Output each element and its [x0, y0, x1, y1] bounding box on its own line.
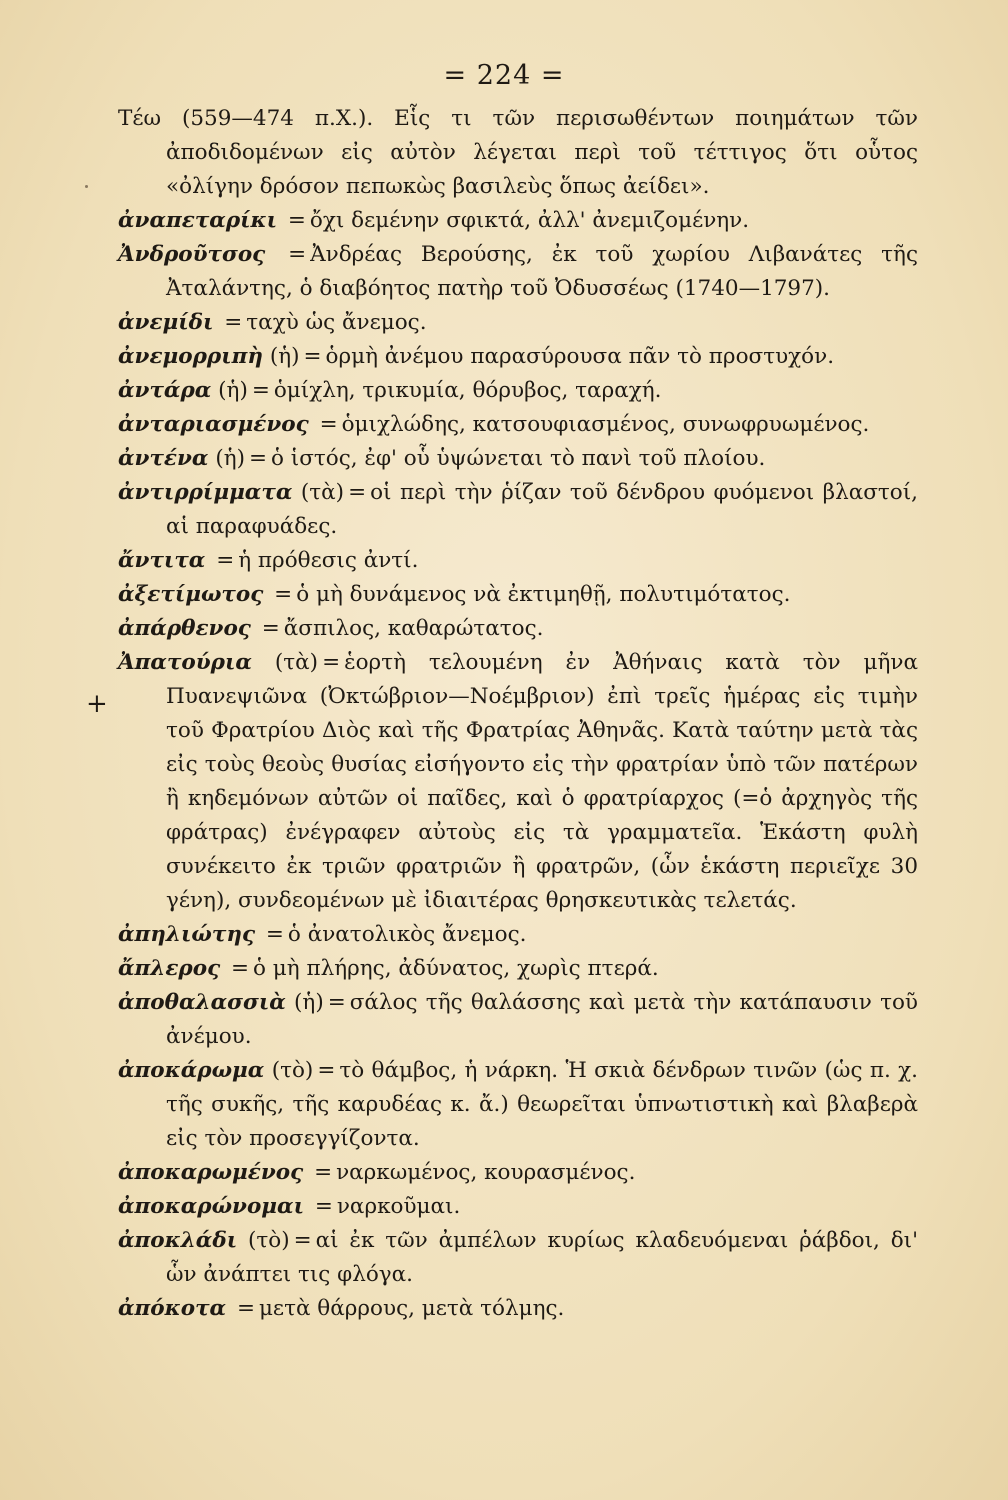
glossary-entry: ἀνεμορριπὴ (ἡ) = ὁρμὴ ἀνέμου παρασύρουσα πᾶν τὸ προστυχόν. [118, 344, 835, 369]
grammar: (ἡ) [269, 344, 300, 369]
grammar: (ἡ) [294, 990, 324, 1015]
definition: τὸ θάμβος, ἡ νάρκη. Ἡ σκιὰ δένδρων τινῶν (ὡς π. χ. τῆς συκῆς, τῆς καρυδέας κ. ἄ.) θεωρεῖται ὑπνωτιστικὴ καὶ βλαβερὰ εἰς τὸν προσεγγίζοντα. [166, 1058, 918, 1151]
glossary-entry: ἀντάρα (ἡ) = ὁμίχλη, τρικυμία, θόρυβος, ταραχή. [118, 378, 662, 403]
glossary-entry: ἀνταριασμένος = ὁμιχλώδης, κατσουφιασμένος, συνωφρυωμένος. [118, 412, 870, 437]
headword: ἀνεμορριπὴ [118, 344, 263, 369]
glossary-entry: ἀντιρρίμματα (τὰ) = οἱ περὶ τὴν ῥίζαν τοῦ δένδρου φυόμενοι βλαστοί, αἱ παραφυάδες. [118, 480, 918, 539]
headword: ἀντάρα [118, 378, 212, 403]
headword: ἀνταριασμένος [118, 412, 309, 437]
definition: ὁ μὴ δυνάμενος νὰ ἐκτιμηθῇ, πολυτιμότατος. [296, 582, 791, 607]
headword: ἀπάρθενος [118, 616, 251, 641]
grammar: (τὸ) [271, 1058, 314, 1083]
glossary-entry: ἄντιτα = ἡ πρόθεσις ἀντί. [118, 548, 419, 573]
headword: ἀποκλάδι [118, 1228, 238, 1253]
headword: ἀντένα [118, 446, 209, 471]
headword: ἀναπεταρίκι [118, 208, 278, 233]
glossary-entry: ἀποκαρώνομαι = ναρκοῦμαι. [118, 1194, 461, 1219]
headword: ἀπόκοτα [118, 1296, 227, 1321]
paper-speck [85, 185, 88, 188]
definition: ὁμίχλη, τρικυμία, θόρυβος, ταραχή. [273, 378, 662, 403]
definition: μετὰ θάρρους, μετὰ τόλμης. [258, 1296, 565, 1321]
continued-entry: Τέω (559—474 π.Χ.). Εἷς τι τῶν περισωθέντων ποιημάτων τῶν ἀποδιδομένων εἰς αὐτὸν λέγεται περὶ τοῦ τέττιγος ὅτι οὗτος «ὀλίγην δρόσον πεπωκὼς βασιλεὺς ὅπως ἀείδει». [118, 106, 918, 199]
glossary-entry: ἀντένα (ἡ) = ὁ ἱστός, ἐφ' οὗ ὑψώνεται τὸ πανὶ τοῦ πλοίου. [118, 446, 766, 471]
grammar: (ἡ) [215, 446, 245, 471]
headword: ἄντιτα [118, 548, 206, 573]
definition: ὁρμὴ ἀνέμου παρασύρουσα πᾶν τὸ προστυχόν. [325, 344, 835, 369]
definition: ἄσπιλος, καθαρώτατος. [283, 616, 544, 641]
headword: ἀπηλιώτης [118, 922, 256, 947]
definition: ὁ ἱστός, ἐφ' οὗ ὑψώνεται τὸ πανὶ τοῦ πλοίου. [271, 446, 766, 471]
definition: ἡ πρόθεσις ἀντί. [238, 548, 419, 573]
grammar: (τὰ) [300, 480, 345, 505]
glossary-text [118, 102, 918, 1326]
glossary-entry: ἀποκλάδι (τὸ) = αἱ ἐκ τῶν ἀμπέλων κυρίως κλαδευόμεναι ῥάβδοι, δι' ὧν ἀνάπτει τις φλόγα. [118, 1228, 918, 1287]
definition: ταχὺ ὡς ἄνεμος. [246, 310, 427, 335]
glossary-entry: ἀξετίμωτος = ὁ μὴ δυνάμενος νὰ ἐκτιμηθῇ, πολυτιμότατος. [118, 582, 791, 607]
headword: ἀξετίμωτος [118, 582, 264, 607]
glossary-entry: ἄπλερος = ὁ μὴ πλήρης, ἀδύνατος, χωρὶς πτερά. [118, 956, 659, 981]
glossary-entry: Ἀπατούρια (τὰ) = ἑορτὴ τελουμένη ἐν Ἀθήναις κατὰ τὸν μῆνα Πυανεψιῶνα (Ὀκτώβριον—Νοέμβριον) ἐπὶ τρεῖς ἡμέρας εἰς τιμὴν τοῦ Φρατρίου Διὸς καὶ τῆς Φρατρίας Ἀθηνᾶς. Κατὰ ταύτην μετὰ τὰς εἰς τοὺς θεοὺς θυσίας εἰσήγοντο εἰς τὴν φρατρίαν ὑπὸ τῶν πατέρων ἢ κηδεμόνων αὐτῶν οἱ παῖδες, καὶ ὁ φρατρίαρχος (=ὁ ἀρχηγὸς τῆς φράτρας) ἐνέγραφεν αὐτοὺς εἰς τὰ γραμματεῖα. Ἑκάστη φυλὴ συνέκειτο ἐκ τριῶν φρατριῶν ἢ φρατρῶν, (ὧν ἑκάστη περιεῖχε 30 γένη), συνδεομένων μὲ ἰδιαιτέρας θρησκευτικὰς τελετάς. [118, 650, 918, 913]
definition: οἱ περὶ τὴν ῥίζαν τοῦ δένδρου φυόμενοι βλαστοί, αἱ παραφυάδες. [166, 480, 918, 539]
definition: αἱ ἐκ τῶν ἀμπέλων κυρίως κλαδευόμεναι ῥάβδοι, δι' ὧν ἀνάπτει τις φλόγα. [166, 1228, 918, 1287]
glossary-entry: Ἀνδροῦτσος = Ἀνδρέας Βερούσης, ἐκ τοῦ χωρίου Λιβανάτες τῆς Ἀταλάντης, ὁ διαβόητος πατὴρ τοῦ Ὀδυσσέως (1740—1797). [118, 242, 918, 301]
headword: ἀνεμίδι [118, 310, 214, 335]
definition: ναρκοῦμαι. [336, 1194, 461, 1219]
grammar: (τὸ) [247, 1228, 290, 1253]
definition: ὁ ἀνατολικὸς ἄνεμος. [287, 922, 527, 947]
glossary-entry: ἀνεμίδι = ταχὺ ὡς ἄνεμος. [118, 310, 427, 335]
definition: ἑορτὴ τελουμένη ἐν Ἀθήναις κατὰ τὸν μῆνα Πυανεψιῶνα (Ὀκτώβριον—Νοέμβριον) ἐπὶ τρεῖς ἡμέρας εἰς τιμὴν τοῦ Φρατρίου Διὸς καὶ τῆς Φρατρίας Ἀθηνᾶς. Κατὰ ταύτην μετὰ τὰς εἰς τοὺς θεοὺς θυσίας εἰσήγοντο εἰς τὴν φρατρίαν ὑπὸ τῶν πατέρων ἢ κηδεμόνων αὐτῶν οἱ παῖδες, καὶ ὁ φρατρίαρχος (=ὁ ἀρχηγὸς τῆς φράτρας) ἐνέγραφεν αὐτοὺς εἰς τὰ γραμματεῖα. Ἑκάστη φυλὴ συνέκειτο ἐκ τριῶν φρατριῶν ἢ φρατρῶν, (ὧν ἑκάστη περιεῖχε 30 γένη), συνδεομένων μὲ ἰδιαιτέρας θρησκευτικὰς τελετάς. [166, 650, 918, 913]
glossary-entry: ἀποκάρωμα (τὸ) = τὸ θάμβος, ἡ νάρκη. Ἡ σκιὰ δένδρων τινῶν (ὡς π. χ. τῆς συκῆς, τῆς καρυδέας κ. ἄ.) θεωρεῖται ὑπνωτιστικὴ καὶ βλαβερὰ εἰς τὸν προσεγγίζοντα. [118, 1058, 918, 1151]
headword: Ἀνδροῦτσος [118, 242, 266, 267]
glossary-entry: ἀποκαρωμένος = ναρκωμένος, κουρασμένος. [118, 1160, 636, 1185]
glossary-entry: ἀπάρθενος = ἄσπιλος, καθαρώτατος. [118, 616, 544, 641]
grammar: (τὰ) [274, 650, 319, 675]
headword: ἀποκαρωμένος [118, 1160, 304, 1185]
definition: ὁ μὴ πλήρης, ἀδύνατος, χωρὶς πτερά. [253, 956, 659, 981]
margin-mark: + [86, 689, 108, 719]
definition: ὄχι δεμένην σφικτά, ἀλλ' ἀνεμιζομένην. [309, 208, 750, 233]
grammar: (ἡ) [218, 378, 248, 403]
definition: ὁμιχλώδης, κατσουφιασμένος, συνωφρυωμένος. [341, 412, 870, 437]
definition: σάλος τῆς θαλάσσης καὶ μετὰ τὴν κατάπαυσιν τοῦ ἀνέμου. [166, 990, 918, 1049]
glossary-entry: ἀπόκοτα = μετὰ θάρρους, μετὰ τόλμης. [118, 1296, 565, 1321]
headword: ἀποκαρώνομαι [118, 1194, 304, 1219]
glossary-entry: ἀποθαλασσιὰ (ἡ) = σάλος τῆς θαλάσσης καὶ μετὰ τὴν κατάπαυσιν τοῦ ἀνέμου. [118, 990, 918, 1049]
definition: Ἀνδρέας Βερούσης, ἐκ τοῦ χωρίου Λιβανάτες τῆς Ἀταλάντης, ὁ διαβόητος πατὴρ τοῦ Ὀδυσσέως (1740—1797). [166, 242, 918, 301]
glossary-entry: ἀναπεταρίκι = ὄχι δεμένην σφικτά, ἀλλ' ἀνεμιζομένην. [118, 208, 750, 233]
definition: ναρκωμένος, κουρασμένος. [336, 1160, 636, 1185]
glossary-entry: ἀπηλιώτης = ὁ ἀνατολικὸς ἄνεμος. [118, 922, 527, 947]
headword: ἄπλερος [118, 956, 221, 981]
page-number: = 224 = [443, 60, 565, 91]
headword: ἀντιρρίμματα [118, 480, 293, 505]
headword: ἀποκάρωμα [118, 1058, 265, 1083]
headword: ἀποθαλασσιὰ [118, 990, 286, 1015]
headword: Ἀπατούρια [118, 650, 252, 675]
